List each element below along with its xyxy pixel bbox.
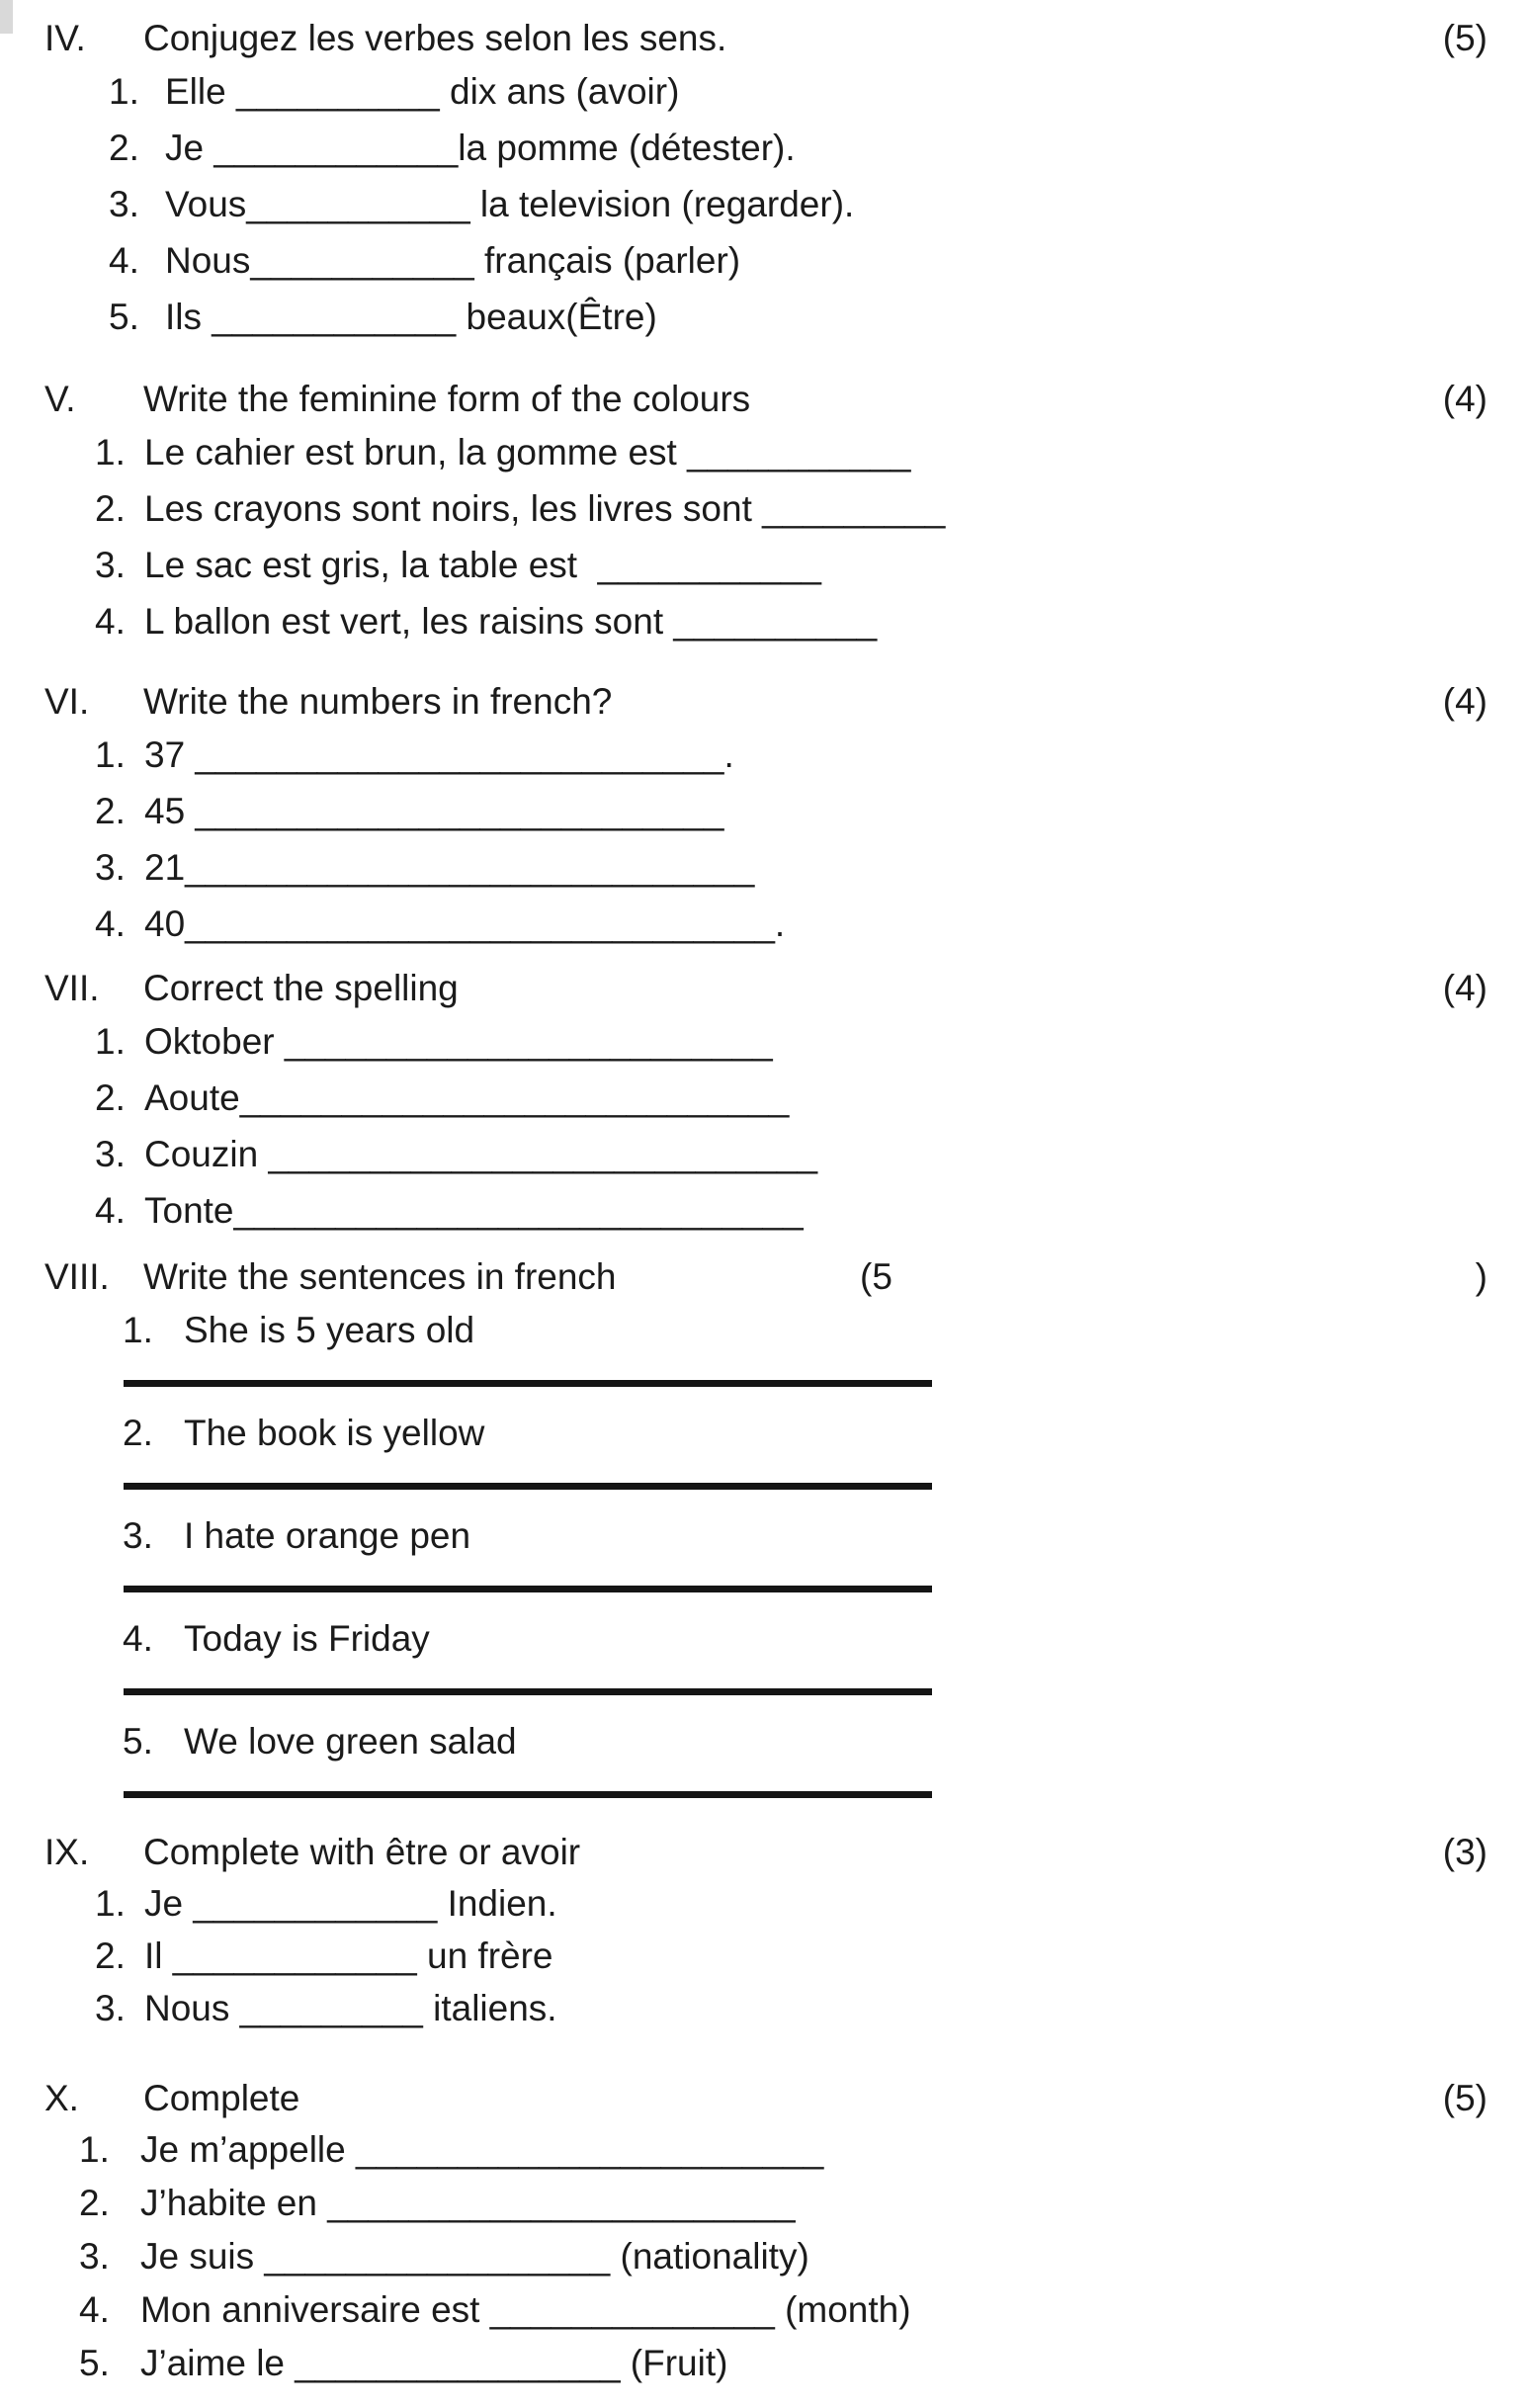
item-text: Elle __________ dix ans (avoir) (165, 71, 680, 112)
item-text: Les crayons sont noirs, les livres sont _________ (144, 488, 946, 529)
item-number: 2. (79, 2183, 110, 2223)
question-item (0, 1877, 1529, 1930)
item-number: 4. (95, 903, 126, 944)
question-item (0, 1713, 1529, 1769)
item-text: Je ____________la pomme (détester). (165, 128, 796, 168)
item-number: 2. (95, 1935, 126, 1976)
question-item (0, 2177, 1529, 2230)
roman-numeral: VII. (44, 968, 100, 1008)
roman-numeral: VI. (44, 681, 90, 722)
item-text: Je ____________ Indien. (144, 1883, 557, 1924)
question-item (0, 1126, 1529, 1182)
item-number: 3. (95, 545, 126, 585)
item-number: 2. (95, 488, 126, 529)
item-text: 45 __________________________ (144, 791, 724, 831)
points-close-paren: ) (1475, 1256, 1487, 1297)
roman-numeral: IX. (44, 1832, 90, 1872)
item-text: J’habite en _______________________ (140, 2183, 796, 2223)
question-item (0, 1302, 1529, 1358)
item-number: 4. (95, 1190, 126, 1231)
question-item (0, 1610, 1529, 1667)
section-vii (0, 964, 1529, 1239)
question-item (0, 289, 1529, 345)
item-number: 1. (95, 734, 126, 775)
item-text: She is 5 years old (184, 1310, 475, 1350)
section-header (0, 2074, 1529, 2123)
answer-line (124, 1483, 932, 1490)
section-v (0, 375, 1529, 649)
roman-numeral: V. (44, 379, 76, 419)
item-number: 2. (123, 1413, 153, 1453)
section-title: Complete (143, 2078, 300, 2118)
section-title: Conjugez les verbes selon les sens. (143, 18, 727, 58)
question-item (0, 424, 1529, 480)
section-title: Write the numbers in french? (143, 681, 613, 722)
roman-numeral: VIII. (44, 1256, 110, 1297)
points-badge: (3) (1442, 1832, 1487, 1872)
item-number: 3. (95, 1134, 126, 1174)
item-text: Nous___________ français (parler) (165, 240, 741, 281)
question-item (0, 480, 1529, 537)
item-number: 3. (79, 2236, 110, 2277)
answer-line (124, 1586, 932, 1592)
section-header (0, 677, 1529, 727)
question-item (0, 2123, 1529, 2177)
item-text: J’aime le ________________ (Fruit) (140, 2343, 728, 2383)
question-item (0, 783, 1529, 839)
answer-line (124, 1791, 932, 1798)
item-number: 1. (95, 432, 126, 473)
item-text: Je m’appelle _______________________ (140, 2129, 824, 2170)
item-text: Aoute___________________________ (144, 1077, 790, 1118)
question-item (0, 1405, 1529, 1461)
item-text: I hate orange pen (184, 1515, 471, 1556)
section-title: Write the feminine form of the colours (143, 379, 751, 419)
item-text: Today is Friday (184, 1618, 430, 1659)
question-item (0, 1013, 1529, 1070)
points-badge: (4) (1442, 379, 1487, 419)
section-title: Write the sentences in french (143, 1256, 617, 1297)
item-number: 1. (95, 1883, 126, 1924)
item-text: Le cahier est brun, la gomme est ___________ (144, 432, 911, 473)
section-header (0, 14, 1529, 63)
section-ix (0, 1828, 1529, 2034)
answer-line (124, 1380, 932, 1387)
item-number: 4. (79, 2289, 110, 2330)
item-number: 1. (123, 1310, 153, 1350)
section-header (0, 1828, 1529, 1877)
item-number: 2. (95, 1077, 126, 1118)
roman-numeral: X. (44, 2078, 79, 2118)
item-text: Il ____________ un frère (144, 1935, 553, 1976)
question-item (0, 839, 1529, 896)
item-number: 4. (109, 240, 139, 281)
item-number: 3. (109, 184, 139, 224)
question-item (0, 727, 1529, 783)
section-iv (0, 14, 1529, 345)
question-item (0, 1930, 1529, 1982)
question-item (0, 2230, 1529, 2283)
question-item (0, 176, 1529, 232)
points-badge: (4) (1442, 681, 1487, 722)
section-viii (0, 1252, 1529, 1798)
question-item (0, 63, 1529, 120)
item-text: Nous _________ italiens. (144, 1988, 557, 2028)
question-item (0, 1182, 1529, 1239)
section-header (0, 1252, 1529, 1302)
item-text: Tonte____________________________ (144, 1190, 804, 1231)
points-open-paren: (5 (860, 1256, 892, 1297)
item-number: 1. (95, 1021, 126, 1062)
item-text: Mon anniversaire est ______________ (month) (140, 2289, 911, 2330)
question-item (0, 232, 1529, 289)
item-number: 2. (109, 128, 139, 168)
item-text: We love green salad (184, 1721, 517, 1762)
section-x (0, 2074, 1529, 2390)
section-vi (0, 677, 1529, 952)
question-item (0, 1070, 1529, 1126)
item-number: 3. (95, 1988, 126, 2028)
item-number: 5. (79, 2343, 110, 2383)
item-text: Couzin ___________________________ (144, 1134, 818, 1174)
section-header (0, 964, 1529, 1013)
section-title: Correct the spelling (143, 968, 459, 1008)
item-number: 5. (109, 297, 139, 337)
item-number: 1. (109, 71, 139, 112)
item-text: 21____________________________ (144, 847, 755, 888)
question-item (0, 1982, 1529, 2034)
item-number: 1. (79, 2129, 110, 2170)
question-item (0, 2283, 1529, 2337)
points-badge: (4) (1442, 968, 1487, 1008)
item-number: 2. (95, 791, 126, 831)
item-number: 4. (95, 601, 126, 642)
scan-artifact (0, 0, 13, 34)
item-text: Je suis _________________ (nationality) (140, 2236, 809, 2277)
points-badge: (5) (1442, 2078, 1487, 2118)
answer-line (124, 1688, 932, 1695)
roman-numeral: IV. (44, 18, 86, 58)
question-item (0, 593, 1529, 649)
item-text: Le sac est gris, la table est ___________ (144, 545, 821, 585)
item-number: 3. (123, 1515, 153, 1556)
question-item (0, 2337, 1529, 2390)
question-item (0, 896, 1529, 952)
question-item (0, 1507, 1529, 1564)
item-text: The book is yellow (184, 1413, 485, 1453)
item-text: Vous___________ la television (regarder). (165, 184, 855, 224)
question-item (0, 537, 1529, 593)
section-header (0, 375, 1529, 424)
points-badge: (5) (1442, 18, 1487, 58)
item-text: Oktober ________________________ (144, 1021, 773, 1062)
item-text: 37 __________________________. (144, 734, 734, 775)
question-item (0, 120, 1529, 176)
section-title: Complete with être or avoir (143, 1832, 581, 1872)
item-text: 40_____________________________. (144, 903, 786, 944)
item-number: 5. (123, 1721, 153, 1762)
item-text: L ballon est vert, les raisins sont __________ (144, 601, 878, 642)
item-number: 4. (123, 1618, 153, 1659)
item-text: Ils ____________ beaux(Être) (165, 297, 657, 337)
item-number: 3. (95, 847, 126, 888)
